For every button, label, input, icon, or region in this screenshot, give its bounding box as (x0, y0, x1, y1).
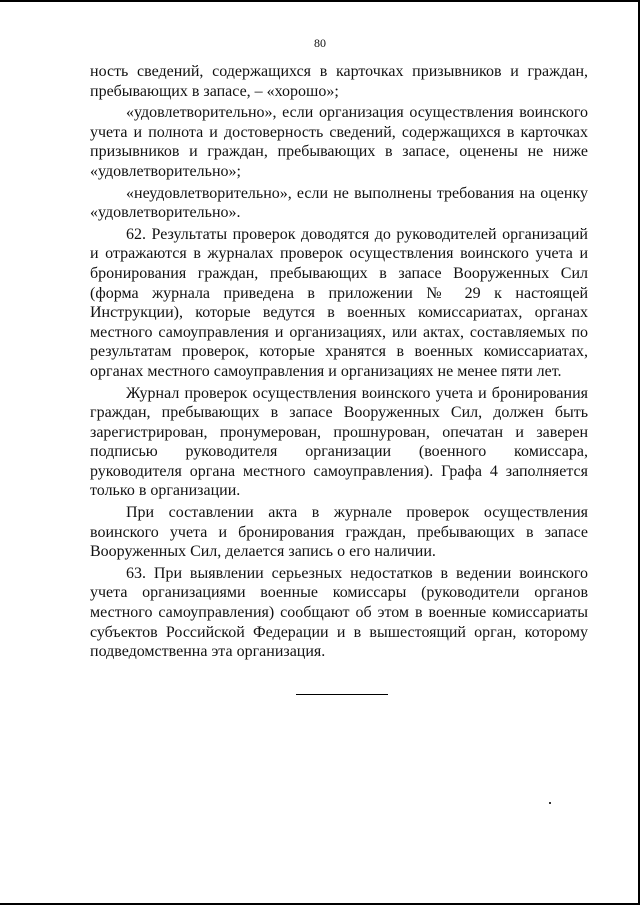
paragraph-63: 63. При выявлении серьезных недостатков в ведении воинского учета организациями военные комиссары (руководители органов местного самоуправления) сообщают об этом в военные комиссариаты субъектов Российской Федерации и в вышестоящий орган, которому подведомственна эта организация. (90, 564, 588, 661)
paragraph-satisfactory: «удовлетворительно», если организация осуществления воинского учета и полнота и достоверность сведений, содержащихся в карточках призывников и граждан, пребывающих в запасе, оценены не ниже «удовлетворительно»; (90, 104, 588, 180)
paragraph-continuation: ность сведений, содержащихся в карточках призывников и граждан, пребывающих в запасе, – «хорошо»; (90, 63, 588, 100)
paragraph-journal: Журнал проверок осуществления воинского учета и бронирования граждан, пребывающих в запасе Вооруженных Сил, должен быть зарегистрирован, пронумерован, прошнурован, опечатан и заверен подписью руководителя организации (военного комиссара, руководителя органа местного самоуправления). Графа 4 заполняется только в организации. (90, 384, 588, 500)
scan-speck (549, 802, 551, 804)
page-border-top (0, 0, 640, 2)
paragraph-act: При составлении акта в журнале проверок осуществления воинского учета и бронирования граждан, пребывающих в запасе Вооруженных Сил, делается запись о его наличии. (90, 504, 588, 561)
paragraph-62: 62. Результаты проверок доводятся до руководителей организаций и отражаются в журналах проверок осуществления воинского учета и бронирования граждан, пребывающих в запасе Вооруженных Сил (форма журнала приведена в приложении № 29 к настоящей Инструкции), которые ведутся в военных комиссариатах, органах местного самоуправления и организациях, или актах, составляемых по результатам проверок, которые хранятся в военных комиссариатах, органах местного самоуправления и организациях не менее пяти лет. (90, 225, 588, 380)
paragraph-unsatisfactory: «неудовлетворительно», если не выполнены требования на оценку «удовлетворительно». (90, 184, 588, 222)
page-number: 80 (314, 36, 326, 50)
document-body (90, 62, 588, 664)
end-of-text-rule (296, 694, 388, 695)
